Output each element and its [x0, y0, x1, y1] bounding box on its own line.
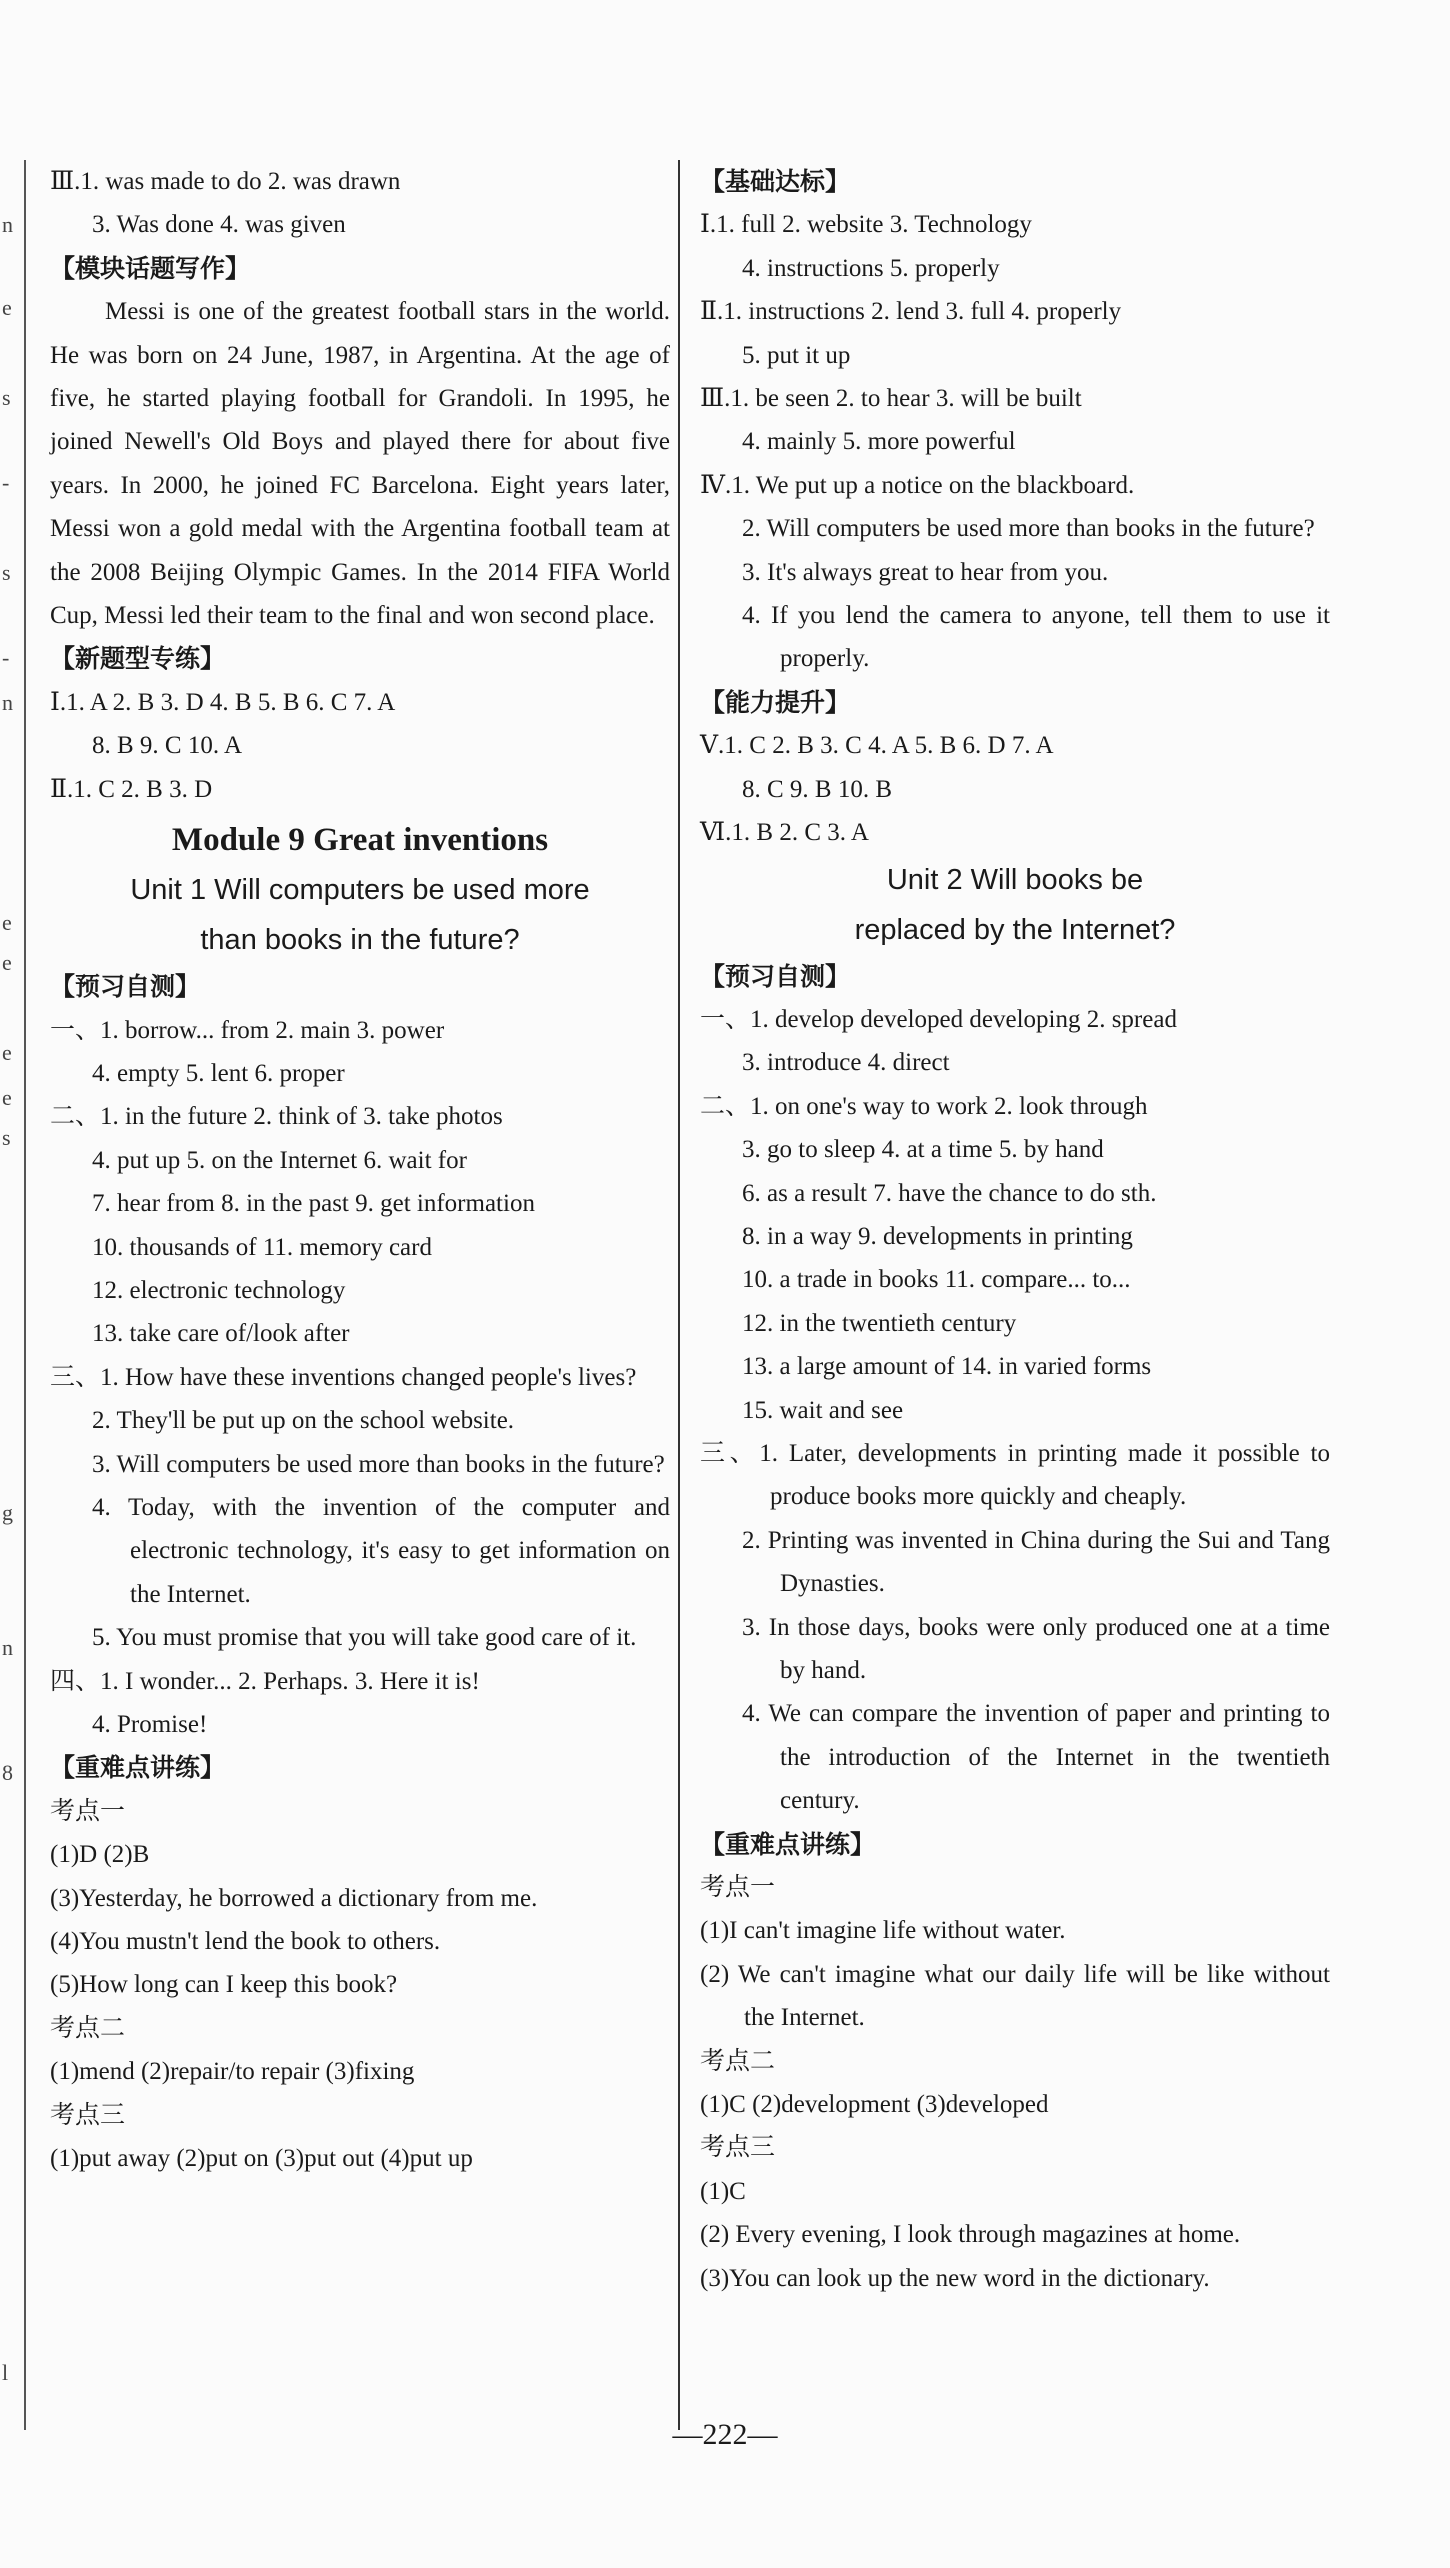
answer-line: 二、1. in the future 2. think of 3. take photos	[50, 1103, 503, 1131]
answer-sentence: 3. It's always great to hear from you.	[742, 558, 1109, 586]
answer-line: 一、1. borrow... from 2. main 3. power	[50, 1016, 445, 1044]
answer-line: 7. hear from 8. in the past 9. get information	[92, 1190, 535, 1218]
writing-paragraph: Messi is one of the greatest football stars in the world. He was born on 24 June, 1987, in Argentina. At the age of five, he started playing football for Grandoli. In 1995, he joined Newell's Old Boys and played there for about five years. In 2000, he joined FC Barcelona. Eight years later, Messi won a gold medal with the Argentina football team at the 2008 Beijing Olympic Games. In the 2014 FIFA World Cup, Messi led their team to the final and won second place.	[50, 298, 670, 630]
answer-line: Ⅴ.1. C 2. B 3. C 4. A 5. B 6. D 7. A	[700, 732, 1054, 760]
answer-line: (1)put away (2)put on (3)put out (4)put up	[50, 2145, 473, 2173]
answer-sentence: 4. If you lend the camera to anyone, tell them to use it properly.	[742, 602, 1330, 673]
answer-line: 4. instructions 5. properly	[742, 254, 1000, 282]
answer-sentence: 2. Printing was invented in China during the Sui and Tang Dynasties.	[742, 1526, 1330, 1598]
answer-line: Ⅳ.1. We put up a notice on the blackboard.	[700, 471, 1135, 499]
answer-line: 4. put up 5. on the Internet 6. wait for	[92, 1146, 467, 1174]
answer-line: 12. electronic technology	[92, 1276, 346, 1304]
answer-line: 4. empty 5. lent 6. proper	[92, 1059, 345, 1087]
answer-line: 3. Was done 4. was given	[92, 211, 346, 239]
edge-char: s	[2, 385, 11, 410]
answer-sentence: 3. Will computers be used more than books in the future?	[92, 1450, 665, 1478]
edge-char: s	[2, 560, 11, 585]
answer-line: 13. take care of/look after	[92, 1320, 350, 1348]
answer-line: Ⅱ.1. C 2. B 3. D	[50, 775, 213, 803]
key-point-label: 考点一	[700, 1874, 776, 1902]
answer-line: 10. thousands of 11. memory card	[92, 1233, 432, 1261]
answer-sentence: 2. They'll be put up on the school website.	[92, 1407, 515, 1435]
unit-title: Unit 2 Will books be	[886, 863, 1144, 896]
edge-rule	[24, 160, 26, 2430]
edge-char: -	[2, 470, 10, 495]
edge-char: -	[2, 645, 10, 670]
answer-line: 6. as a result 7. have the chance to do sth.	[742, 1179, 1157, 1207]
section-heading-new-type: 【新题型专练】	[50, 644, 226, 674]
answer-line: 四、1. I wonder... 2. Perhaps. 3. Here it is!	[50, 1667, 480, 1695]
answer-line: Ⅰ.1. A 2. B 3. D 4. B 5. B 6. C 7. A	[50, 688, 396, 716]
left-column	[50, 160, 670, 2180]
answer-sentence: 4. We can compare the invention of paper and printing to the introduction of the Internet in the twentieth century.	[742, 1700, 1330, 1815]
edge-char: e	[2, 910, 12, 935]
answer-line: (5)How long can I keep this book?	[50, 1971, 398, 1999]
section-heading-preview: 【预习自测】	[700, 961, 851, 991]
answer-line: 8. C 9. B 10. B	[742, 775, 893, 803]
key-point-label: 考点三	[50, 2101, 126, 2129]
answer-sentence: 4. Today, with the invention of the computer and electronic technology, it's easy to get information on the Internet.	[92, 1493, 670, 1608]
answer-line: 一、1. develop developed developing 2. spread	[700, 1005, 1177, 1033]
unit-title: than books in the future?	[200, 924, 520, 957]
edge-char: l	[2, 2360, 9, 2385]
answer-sentence: (2) Every evening, I look through magazines at home.	[700, 2221, 1241, 2249]
edge-char: n	[2, 212, 13, 237]
right-column	[700, 160, 1330, 2300]
answer-line: 13. a large amount of 14. in varied forms	[742, 1353, 1152, 1381]
edge-char: n	[2, 1635, 13, 1660]
answer-sentence: 三、1. Later, developments in printing made it possible to produce books more quickly and cheaply.	[700, 1439, 1330, 1511]
answer-line: 3. introduce 4. direct	[742, 1049, 950, 1077]
page-number: —222—	[672, 2418, 778, 2451]
answer-line: Ⅰ.1. full 2. website 3. Technology	[700, 211, 1032, 239]
answer-sentence: 三、1. How have these inventions changed people's lives?	[50, 1363, 637, 1391]
key-point-label: 考点二	[50, 2014, 126, 2042]
answer-sentence: (2) We can't imagine what our daily life will be like without the Internet.	[700, 1960, 1330, 2032]
key-point-label: 考点三	[700, 2134, 776, 2162]
answer-line: 10. a trade in books 11. compare... to...	[742, 1266, 1131, 1294]
answer-line: 15. wait and see	[742, 1396, 904, 1424]
section-heading-writing: 【模块话题写作】	[50, 253, 251, 283]
edge-char: s	[2, 1125, 11, 1150]
answer-sentence: 2. Will computers be used more than books in the future?	[742, 515, 1315, 543]
answer-line: (4)You mustn't lend the book to others.	[50, 1928, 441, 1956]
answer-line: (1)mend (2)repair/to repair (3)fixing	[50, 2058, 415, 2086]
answer-line: (1)D (2)B	[50, 1841, 150, 1869]
column-divider	[678, 160, 680, 2430]
answer-line: (1)C (2)development (3)developed	[700, 2091, 1049, 2119]
answer-line: 3. go to sleep 4. at a time 5. by hand	[742, 1136, 1104, 1164]
answer-sentence: 5. You must promise that you will take good care of it.	[92, 1624, 637, 1652]
edge-char: e	[2, 1085, 12, 1110]
section-heading-key-points: 【重难点讲练】	[700, 1829, 876, 1859]
section-heading-basic: 【基础达标】	[700, 167, 851, 196]
answer-line: Ⅲ.1. be seen 2. to hear 3. will be built	[700, 385, 1082, 413]
section-heading-key-points: 【重难点讲练】	[50, 1753, 226, 1783]
answer-line: (1)C	[700, 2177, 746, 2205]
edge-char: e	[2, 1040, 12, 1065]
answer-line: 5. put it up	[742, 341, 851, 369]
answer-line: Ⅱ.1. instructions 2. lend 3. full 4. properly	[700, 298, 1122, 326]
answer-line: 二、1. on one's way to work 2. look through	[700, 1092, 1148, 1120]
edge-char: e	[2, 295, 12, 320]
answer-line: (3)You can look up the new word in the dictionary.	[700, 2264, 1210, 2292]
unit-title: Unit 1 Will computers be used more	[130, 874, 590, 907]
answer-line: 4. mainly 5. more powerful	[742, 428, 1016, 456]
answer-line: 8. B 9. C 10. A	[92, 732, 243, 760]
previous-page-edge	[0, 160, 20, 2430]
answer-line: 4. Promise!	[92, 1711, 208, 1738]
edge-char: 8	[2, 1760, 13, 1785]
edge-char: g	[2, 1500, 13, 1525]
answer-line: Ⅲ.1. was made to do 2. was drawn	[50, 168, 401, 195]
edge-char: n	[2, 690, 13, 715]
key-point-label: 考点二	[700, 2047, 776, 2075]
answer-line: (3)Yesterday, he borrowed a dictionary from me.	[50, 1884, 538, 1912]
answer-line: 12. in the twentieth century	[742, 1309, 1017, 1337]
section-heading-preview: 【预习自测】	[50, 972, 201, 1002]
answer-sentence: 3. In those days, books were only produced one at a time by hand.	[742, 1613, 1330, 1684]
answer-line: 8. in a way 9. developments in printing	[742, 1222, 1133, 1250]
edge-char: e	[2, 950, 12, 975]
answer-line: (1)I can't imagine life without water.	[700, 1917, 1066, 1945]
answer-line: Ⅵ.1. B 2. C 3. A	[700, 819, 869, 847]
key-point-label: 考点一	[50, 1797, 126, 1825]
section-heading-ability: 【能力提升】	[700, 687, 851, 717]
module-title: Module 9 Great inventions	[171, 822, 549, 859]
unit-title: replaced by the Internet?	[854, 913, 1176, 946]
